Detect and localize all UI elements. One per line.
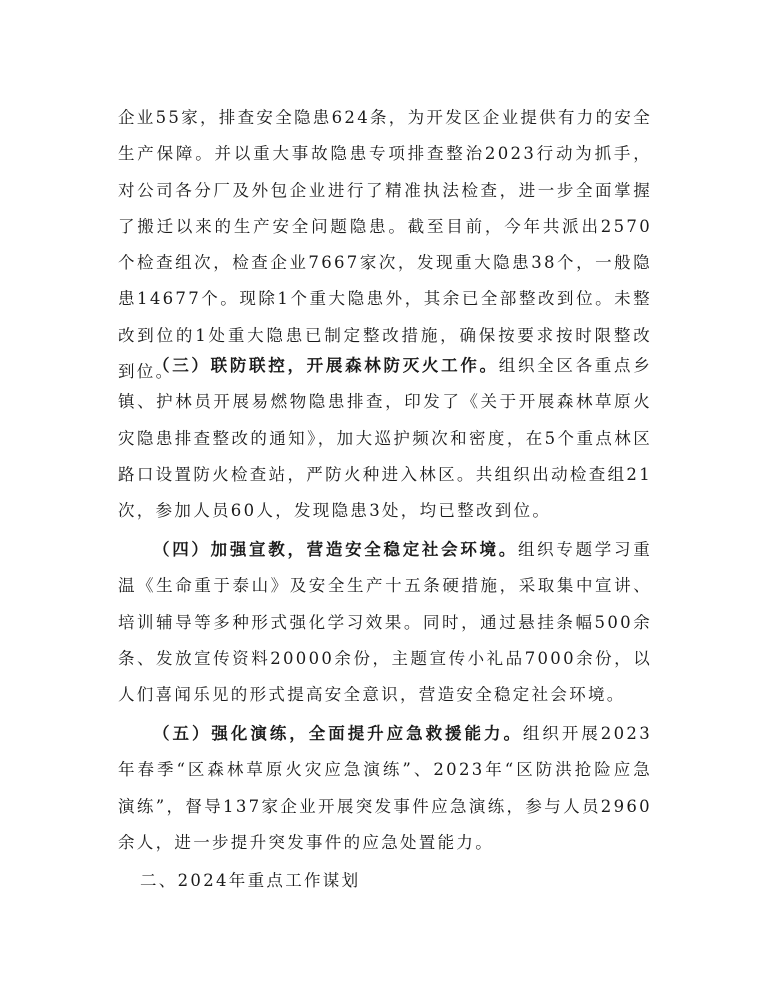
paragraph-body-publicity: 组织专题学习重温《生命重于泰山》及安全生产十五条硬措施，采取集中宣讲、培训辅导等多种形式强化学习效果。同时，通过悬挂条幅500余条、发放宣传资料20000余份，主题宣传小礼品7000余份，以人们喜闻乐见的形式提高安全意识，营造安全稳定社会环境。 <box>118 540 652 705</box>
paragraph-body-forest-fire: 组织全区各重点乡镇、护林员开展易燃物隐患排查，印发了《关于开展森林草原火灾隐患排查整改的通知》，加大巡护频次和密度，在5个重点林区路口设置防火检查站，严防火种进入林区。共组织出动检查组21次，参加人员60人，发现隐患3处，均已整改到位。 <box>118 356 653 521</box>
paragraph-heading-drills: （五）强化演练，全面提升应急救援能力。 <box>153 724 523 743</box>
section-heading: 二、2024年重点工作谋划 <box>140 871 361 890</box>
paragraph-forest-fire <box>118 348 652 529</box>
paragraph-drills <box>118 716 652 861</box>
paragraph-body-drills: 组织开展2023年春季“区森林草原火灾应急演练”、2023年“区防洪抢险应急演练”，督导137家企业开展突发事件应急演练，参与人员2960余人，进一步提升突发事件的应急处置能力。 <box>118 724 652 852</box>
paragraph-continued: 企业55家，排查安全隐患624条，为开发区企业提供有力的安全生产保障。并以重大事故隐患专项排查整治2023行动为抓手，对公司各分厂及外包企业进行了精准执法检查，进一步全面掌握了搬迁以来的生产安全问题隐患。截至目前，今年共派出2570个检查组次，检查企业7667家次，发现重大隐患38个，一般隐患14677个。现除1个重大隐患外，其余已全部整改到位。未整改到位的1处重大隐患已制定整改措施，确保按要求按时限整改到位。 <box>118 108 652 382</box>
paragraph-heading-forest-fire: （三）联防联控，开展森林防灭火工作。 <box>153 356 499 375</box>
paragraph-publicity <box>118 532 652 713</box>
paragraph-heading-publicity: （四）加强宣教，营造安全稳定社会环境。 <box>153 540 518 559</box>
